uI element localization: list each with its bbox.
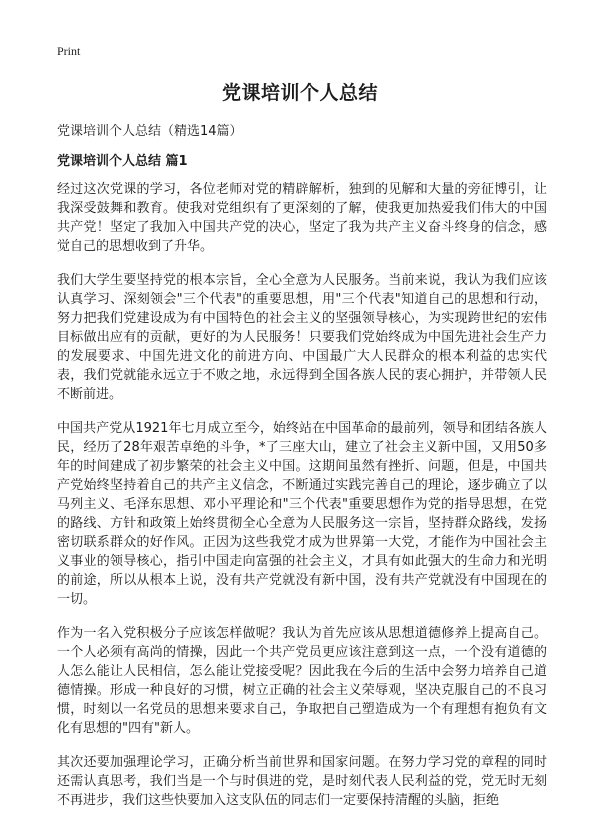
- paragraph: 我们大学生要坚持党的根本宗旨，全心全意为人民服务。当前来说，我认为我们应该认真学习、深刻领会"三个代表"的重要思想，用"三个代表"知道自己的思想和行动，努力把我们党建设成为有中国特色的社会主义的坚强领导核心，为实现跨世纪的宏伟目标做出应有的贡献，更好的为人民服务！只要我们党始终成为中国先进社会生产力的发展要求、中国先进文化的前进方向、中国最广大人民群众的根本利益的忠实代表，我们党就能永远立于不败之地，永远得到全国各族人民的衷心拥护，并带领人民不断前进。: [57, 273, 547, 402]
- paragraph: 中国共产党从1921年七月成立至今，始终站在中国革命的最前列，领导和团结各族人民，经历了28年艰苦卓绝的斗争，*了三座大山，建立了社会主义新中国，又用50多年的时间建成了初步繁荣的社会主义中国。这期间虽然有挫折、问题，但是，中国共产党始终坚持着自己的共产主义信念，不断通过实践完善自己的理论，逐步确立了以马列主义、毛泽东思想、邓小平理论和"三个代表"重要思想作为党的指导思想，在党的路线、方针和政策上始终贯彻全心全意为人民服务这一宗旨，坚持群众路线，发扬密切联系群众的好作风。正因为这些我党才成为世界第一大党，才能作为中国社会主义事业的领导核心，指引中国走向富强的社会主义，才具有如此强大的生命力和光明的前途，所以从根本上说，没有共产党就没有新中国，没有共产党就没有中国现在的一切。: [57, 421, 547, 607]
- page-title: 党课培训个人总结: [221, 82, 378, 104]
- print-label: Print: [57, 44, 81, 58]
- document-body: [57, 180, 547, 820]
- paragraph: 其次还要加强理论学习，正确分析当前世界和国家问题。在努力学习党的章程的同时还需认真思考，我们当是一个与时俱进的党，是时刻代表人民利益的党，党无时无刻不再进步，我们这些快要加入这支队伍的同志们一定要保持清醒的头脑，拒绝: [57, 755, 547, 808]
- section-heading: 党课培训个人总结 篇1: [57, 154, 188, 169]
- document-subtitle: 党课培训个人总结（精选14篇）: [57, 124, 243, 139]
- paragraph: 作为一名入党积极分子应该怎样做呢？我认为首先应该从思想道德修养上提高自己。一个人必须有高尚的情操，因此一个共产党员更应该注意到这一点，一个没有道德的人怎么能让人民相信，怎么能让党接受呢？因此我在今后的生活中会努力培养自己道德情操。形成一种良好的习惯，树立正确的社会主义荣辱观，坚决克服自己的不良习惯，时刻以一名党员的思想来要求自己，争取把自己塑造成为一个有理想有抱负有文化有思想的"四有"新人。: [57, 626, 547, 736]
- paragraph: 经过这次党课的学习，各位老师对党的精辟解析，独到的见解和大量的旁征博引，让我深受鼓舞和教育。使我对党组织有了更深刻的了解，使我更加热爱我们伟大的中国共产党！坚定了我加入中国共产党的决心，坚定了我为共产主义奋斗终身的信念，感觉自己的思想收到了升华。: [57, 182, 547, 254]
